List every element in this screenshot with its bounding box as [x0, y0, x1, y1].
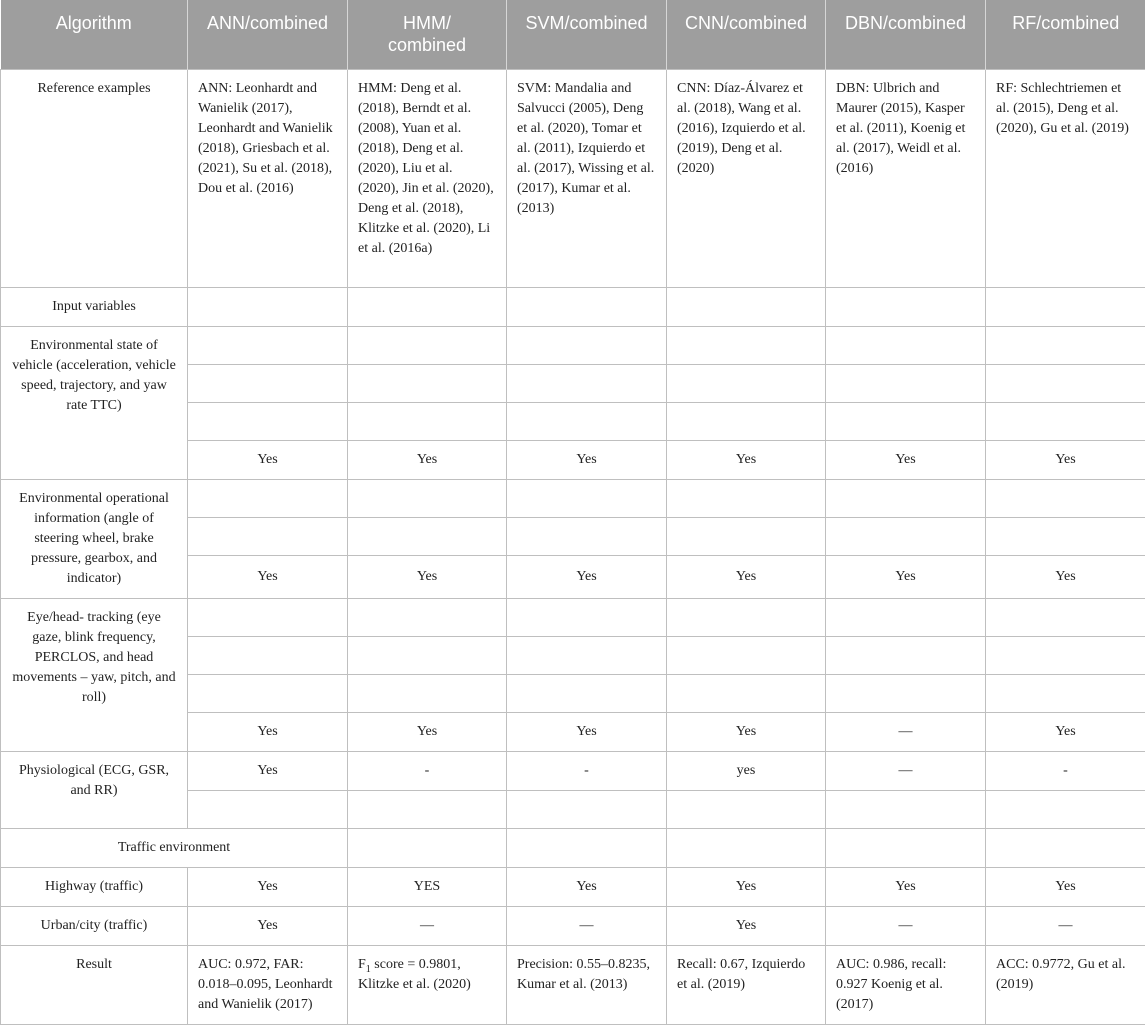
highway-hmm: YES	[348, 867, 507, 906]
reference-svm: SVM: Mandalia and Salvucci (2005), Deng et al. (2020), Tomar et al. (2011), Izquierdo et al. (2017), Wissing et al. (2017), Kumar et al. (2013)	[507, 69, 667, 287]
urban-dbn: —	[826, 906, 986, 945]
phys-dbn: —	[826, 751, 986, 790]
header-ann: ANN/combined	[188, 0, 348, 69]
env-oper-ann: Yes	[188, 555, 348, 598]
input-variables-label: Input variables	[1, 287, 188, 326]
phys-label: Physiological (ECG, GSR, and RR)	[1, 751, 188, 828]
phys-rf: -	[986, 751, 1145, 790]
input-variables-row	[1, 287, 1145, 326]
env-oper-row	[1, 479, 1145, 517]
phys-hmm: -	[348, 751, 507, 790]
result-hmm-suffix: score = 0.9801, Klitzke et al. (2020)	[358, 956, 471, 992]
urban-ann: Yes	[188, 906, 348, 945]
eye-hmm: Yes	[348, 712, 507, 751]
highway-ann: Yes	[188, 867, 348, 906]
env-state-rf: Yes	[986, 440, 1145, 479]
header-cnn: CNN/combined	[667, 0, 826, 69]
reference-ann: ANN: Leonhardt and Wanielik (2017), Leonhardt and Wanielik (2018), Griesbach et al. (2021), Su et al. (2018), Dou et al. (2016)	[188, 69, 348, 287]
header-algorithm: Algorithm	[1, 0, 188, 69]
eye-cnn: Yes	[667, 712, 826, 751]
header-hmm: HMM/ combined	[348, 0, 507, 69]
env-oper-label: Environmental operational information (angle of steering wheel, brake pressure, gearbox, and indicator)	[1, 479, 188, 598]
env-state-label: Environmental state of vehicle (acceleration, vehicle speed, trajectory, and yaw rate TTC)	[1, 326, 188, 479]
env-oper-rf: Yes	[986, 555, 1145, 598]
header-rf: RF/combined	[986, 0, 1145, 69]
traffic-env-row	[1, 828, 1145, 867]
eye-row	[1, 598, 1145, 636]
env-oper-svm: Yes	[507, 555, 667, 598]
result-label: Result	[1, 945, 188, 1024]
env-state-cnn: Yes	[667, 440, 826, 479]
result-rf: ACC: 0.9772, Gu et al. (2019)	[986, 945, 1145, 1024]
env-oper-hmm: Yes	[348, 555, 507, 598]
env-state-hmm: Yes	[348, 440, 507, 479]
phys-ann: Yes	[188, 751, 348, 790]
result-cnn: Recall: 0.67, Izquierdo et al. (2019)	[667, 945, 826, 1024]
phys-cnn: yes	[667, 751, 826, 790]
eye-ann: Yes	[188, 712, 348, 751]
phys-svm: -	[507, 751, 667, 790]
highway-dbn: Yes	[826, 867, 986, 906]
header-svm: SVM/combined	[507, 0, 667, 69]
highway-label: Highway (traffic)	[1, 867, 188, 906]
env-oper-dbn: Yes	[826, 555, 986, 598]
env-oper-cnn: Yes	[667, 555, 826, 598]
result-ann: AUC: 0.972, FAR: 0.018–0.095, Leonhardt and Wanielik (2017)	[188, 945, 348, 1024]
env-state-row	[1, 326, 1145, 364]
reference-hmm: HMM: Deng et al. (2018), Berndt et al. (2008), Yuan et al. (2018), Deng et al. (2020), Liu et al. (2020), Jin et al. (2020), Deng et al. (2018), Klitzke et al. (2020), Li et al. (2016a)	[348, 69, 507, 287]
reference-row	[1, 69, 1145, 287]
result-hmm-prefix: F	[358, 956, 366, 972]
result-hmm	[348, 945, 507, 1024]
reference-label: Reference examples	[1, 69, 188, 287]
header-row	[1, 0, 1145, 69]
env-state-svm: Yes	[507, 440, 667, 479]
eye-dbn: —	[826, 712, 986, 751]
reference-rf: RF: Schlechtriemen et al. (2015), Deng et al. (2020), Gu et al. (2019)	[986, 69, 1145, 287]
result-svm: Precision: 0.55–0.8235, Kumar et al. (2013)	[507, 945, 667, 1024]
result-hmm-sub: 1	[365, 963, 371, 975]
urban-hmm: —	[348, 906, 507, 945]
reference-cnn: CNN: Díaz-Álvarez et al. (2018), Wang et al. (2016), Izquierdo et al. (2019), Deng et al. (2020)	[667, 69, 826, 287]
highway-svm: Yes	[507, 867, 667, 906]
header-dbn: DBN/combined	[826, 0, 986, 69]
traffic-env-label: Traffic environment	[1, 828, 348, 867]
urban-label: Urban/city (traffic)	[1, 906, 188, 945]
urban-rf: —	[986, 906, 1145, 945]
eye-label: Eye/head- tracking (eye gaze, blink frequency, PERCLOS, and head movements – yaw, pitch, and roll)	[1, 598, 188, 751]
eye-svm: Yes	[507, 712, 667, 751]
highway-row	[1, 867, 1145, 906]
env-state-ann: Yes	[188, 440, 348, 479]
eye-rf: Yes	[986, 712, 1145, 751]
highway-cnn: Yes	[667, 867, 826, 906]
urban-row	[1, 906, 1145, 945]
result-dbn: AUC: 0.986, recall: 0.927 Koenig et al. (2017)	[826, 945, 986, 1024]
reference-dbn: DBN: Ulbrich and Maurer (2015), Kasper et al. (2011), Koenig et al. (2017), Weidl et al. (2016)	[826, 69, 986, 287]
env-state-dbn: Yes	[826, 440, 986, 479]
urban-svm: —	[507, 906, 667, 945]
result-row	[1, 945, 1145, 1024]
highway-rf: Yes	[986, 867, 1145, 906]
urban-cnn: Yes	[667, 906, 826, 945]
phys-row	[1, 751, 1145, 790]
